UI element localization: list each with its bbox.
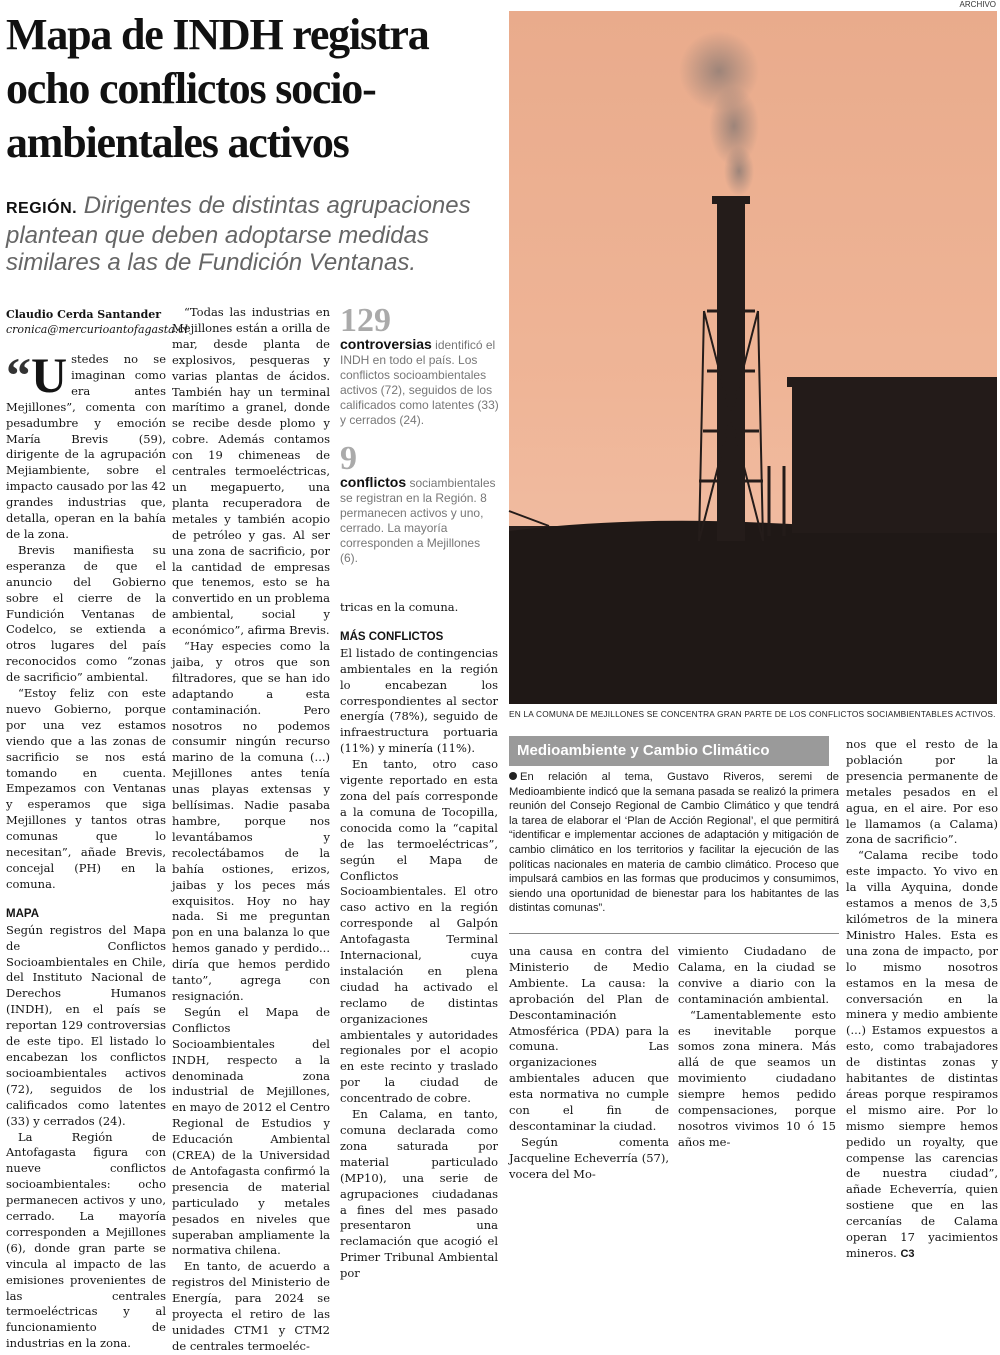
paragraph: Según el Mapa de Conflictos Socioambientales del INDH, respecto a la denominada zona industrial de Mejillones, en mayo de 2012 el Centro Regional de Estudios y Educación Ambiental (CREA) de la Universidad de Antofagasta confirmó la presencia de material particulado y metales pesados en niveles que superaban ampliamente la normativa chilena. <box>172 1004 330 1258</box>
stat-label: conflictos <box>340 474 407 490</box>
author-name: Claudio Cerda Santander <box>6 308 162 321</box>
article-column-6 <box>846 737 998 1263</box>
paragraph: En tanto, otro caso vigente reportado en esta zona del país corresponde a la comuna de Tocopilla, conocida como la “capital de las termoeléctricas”, según el Mapa de Conflictos Socioambientales. El otro caso activo en la región corresponde al Galpón Antofagasta Terminal Internacional, cuya instalación en plena ciudad ha activado el reclamo de distintas organizaciones ambientales y autoridades regionales por el acopio en este recinto y traslado por la ciudad de concentrado de cobre. <box>340 757 498 1106</box>
author-email[interactable]: cronica@mercurioantofagasta.cl <box>6 323 188 336</box>
deck-section-tag: REGIÓN. <box>6 200 78 217</box>
article-column-2 <box>172 305 330 1355</box>
subheading-mas-conflictos: MÁS CONFLICTOS <box>340 630 444 643</box>
paragraph: El listado de contingencias ambientales en la región lo encabezan los correspondientes al sector energía (78%), seguido de infraestructura portuaria (11%) y minería (11%). <box>340 645 498 756</box>
article-column-4 <box>509 944 669 1183</box>
paragraph: Según registros del Mapa de Conflictos Socioambientales en Chile, del Instituto Nacional de Derechos Humanos (INDH), en el país se reportan 129 controversias de este tipo. El listado lo encabezan los conflictos socioambientales activos (72), seguidos de los calificados como latentes (33) y cerrados (24). <box>6 922 166 1128</box>
stat-number: 9 <box>340 440 357 477</box>
paragraph: Según comenta Jacqueline Echeverría (57), vocera del Mo- <box>509 1134 669 1181</box>
paragraph: “Estoy feliz con este nuevo Gobierno, porque por una vez estamos viendo que a las zonas de sacrificio se nos está tomando en cuenta. Empezamos con Ventanas y esperamos que siga Mejillones y tantos otras comunas que lo necesitan”, añade Brevis, concejal (PH) en la comuna. <box>6 686 166 891</box>
paragraph: “Hay especies como la jaiba, y otros que son filtradores, que se han ido adaptando a esta contaminación. Pero nosotros no podemos consumir ningún recurso marino de la comuna (...) Mejillones antes tenía unas playas extensas y bellísimas. Nadie pasaba hambre, porque nos levantábamos y recolectábamos de la bahía ostiones, erizos, jaibas y los peces más exquisitos. Hoy no hay nada. Si me preguntan pon en una balanza lo que hemos ganado y perdido... diría que hemos perdido tanto”, agrega con resignación. <box>172 639 330 1003</box>
photo-credit: ARCHIVO <box>959 0 996 9</box>
sidebar-box-text: En relación al tema, Gustavo Riveros, seremi de Medioambiente indicó que la semana pasada se realizó la primera reunión del Consejo Regional de Cambio Climático y que tendrá la tarea de elaborar el ‘Plan de Acción Regional’, el que permitirá “identificar e implementar acciones de adaptación y mitigación de cambio climático en los territorios y facilitar la ejecución de las políticas nacionales en materia de cambio climático. Proceso que impulsará cambios en las formas que producimos y consumimos, siendo una oportunidad de bienestar para los habitantes de las distintas comunas”. <box>509 771 839 915</box>
stat-callout-9 <box>340 440 500 566</box>
photo-caption: EN LA COMUNA DE MEJILLONES SE CONCENTRA GRAN PARTE DE LOS CONFLICTOS SOCIAMBIENTABLES ACTIVOS. <box>509 709 996 719</box>
deck <box>6 192 501 276</box>
article-column-3 <box>340 600 498 1282</box>
paragraph: “Todas las industrias en Mejillones están a orilla de mar, desde planta de explosivos, pesqueras y varias plantas de ácidos. También hay un terminal marítimo a granel, donde se recibe desde plomo y cobre. Además contamos con 19 chimeneas de centrales termoeléctricas, un megapuerto, una planta recuperadora de metales y también acopio de petróleo y gas. Al ser una zona de sacrificio, por la cantidad de empresas que tenemos, esto se ha convertido en un problema ambiental, social y económico”, afirma Brevis. <box>172 305 330 638</box>
paragraph: “Lamentablemente esto es inevitable porque somos zona minera. Más allá de que seamos un movimiento ciudadano siempre hemos pedido compensaciones, porque nosotros vivimos 10 ó 15 años me- <box>678 1007 836 1149</box>
paragraph: Brevis manifiesta su esperanza de que el anuncio del Gobierno sobre el cierre de la Fundición Ventanas de Codelco, se extienda a otros lugares del país reconocidos como “zonas de sacrificio” ambiental. <box>6 542 166 685</box>
paragraph: vimiento Ciudadano de Calama, en la ciudad se convive a diario con la contaminación ambiental. <box>678 944 836 1006</box>
stat-label: controversias <box>340 336 432 352</box>
stat-number: 129 <box>340 302 391 339</box>
article-column-5 <box>678 944 836 1151</box>
stat-callout-129 <box>340 302 500 428</box>
subheading-mapa: MAPA <box>6 907 40 920</box>
sidebar-box-title: Medioambiente y Cambio Climático <box>509 736 829 766</box>
article-photo <box>509 11 997 704</box>
deck-text: Dirigentes de distintas agrupaciones plantean que deben adoptarse medidas similares a las de Fundición Ventanas. <box>6 192 471 276</box>
paragraph: una causa en contra del Ministerio de Medio Ambiente. La causa: la aprobación del Plan de Descontaminación Atmosférica (PDA) para la comuna. Las organizaciones ambientales aducen que esta normativa no cumple con el fin de descontaminar la ciudad. <box>509 944 669 1133</box>
paragraph: nos que el resto de la población por la presencia permanente de metales pesados en el agua, en el aire. Por eso le llamamos (a Calama) zona de sacrificio”. <box>846 737 998 847</box>
end-mark: C3 <box>900 1248 915 1260</box>
dropcap: “U <box>6 347 68 403</box>
stat-text: identificó el INDH en todo el país. Los conflictos socioambientales activos (72), seguidos de los calificados como latentes (33) y cerrados (24). <box>340 338 499 427</box>
paragraph: La Región de Antofagasta figura con nueve conflictos socioambientales: ocho permanecen activos y uno, cerrado. La mayoría corresponden a Mejillones (6), donde gran parte se vincula al impacto de las emisiones provenientes de las centrales termoeléctricas y al funcionamiento de industrias en la zona. <box>6 1129 166 1351</box>
paragraph: En tanto, de acuerdo a registros del Ministerio de Energía, para 2024 se proyecta el retiro de las unidades CTM1 y CTM2 de centrales termoeléc- <box>172 1259 330 1353</box>
paragraph: tricas en la comuna. <box>340 600 459 614</box>
article-column-1 <box>6 347 167 1352</box>
paragraph: En Calama, en tanto, comuna declarada como zona saturada por material particulado (MP10), una serie de agrupaciones ciudadanas a fines del mes pasado presentaron una reclamación que acogió el Primer Tribunal Ambiental por <box>340 1107 498 1281</box>
sidebar-box-divider <box>509 933 839 934</box>
headline: Mapa de INDH registra ocho conflictos socio-ambientales activos <box>6 10 429 167</box>
paragraph: “Calama recibe todo este impacto. Yo vivo en la villa Ayquina, donde estamos a menos de 3,5 kilómetros de la minera Ministro Hales. Esta es una zona de impacto, por lo mismo nosotros estamos en la mesa de conversación en la minera y medio ambiente (...) Estamos expuestos a esto, como trabajadores de distintas zonas y habitantes de distintas áreas porque respiramos el mismo aire. Por lo mismo siempre hemos pedido un royalty, que compense las carencias de nuestra ciudad”, añade Echeverría, quien sostiene que en las cercanías de Calama operan 17 yacimientos mineros. C3 <box>846 848 998 1260</box>
stat-text: sociambientales se registran en la Región. 8 permanecen activos y uno, cerrado. La mayoría corresponden a Mejillones (6). <box>340 476 496 565</box>
lead-paragraph: “U stedes no se imaginan como era antes Mejillones”, comenta con pesadumbre y emoción María Brevis (59), dirigente de la agrupación Mejiambiente, sobre el impacto causado por las 42 grandes industrias que, detalla, operan en la bahía de la zona. <box>6 347 167 541</box>
industrial-chimney-image <box>509 11 997 704</box>
bullet-icon <box>509 772 517 780</box>
byline <box>6 307 188 337</box>
